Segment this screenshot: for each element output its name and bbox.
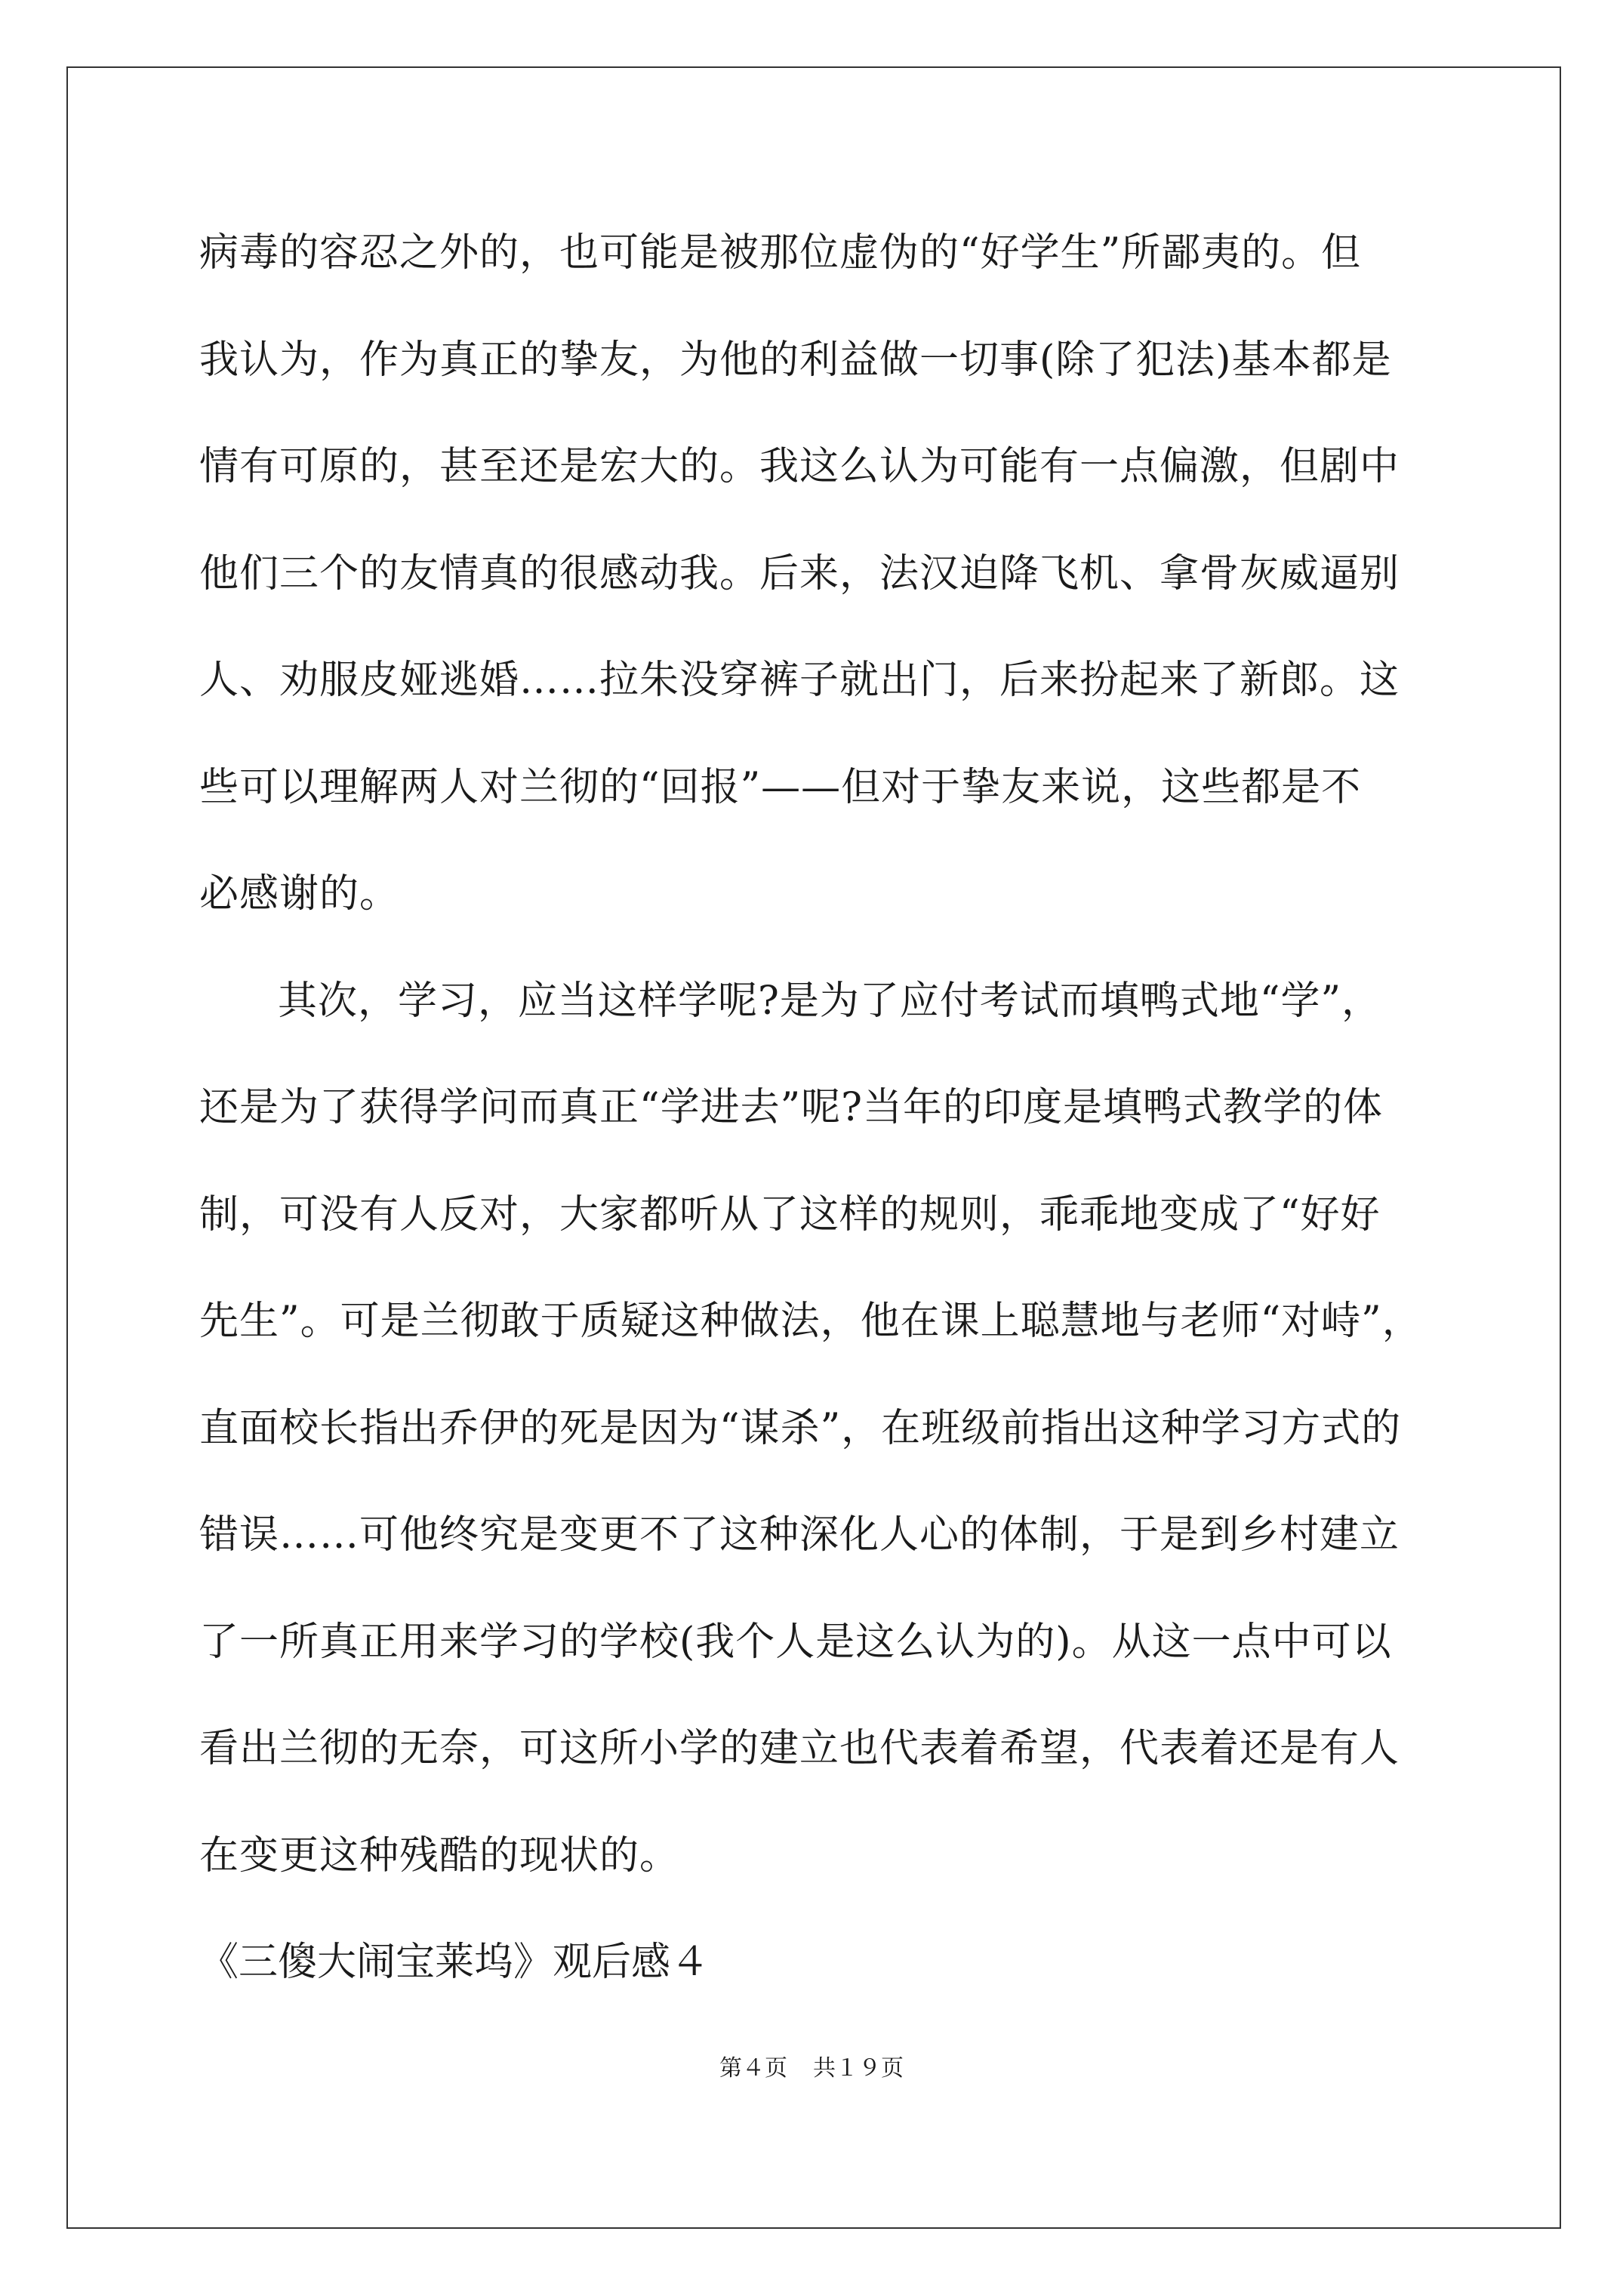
text-line: 人、劝服皮娅逃婚……拉朱没穿裤子就出门，后来扮起来了新郎。这 bbox=[199, 658, 1400, 703]
paragraph-2 bbox=[199, 948, 1437, 1910]
text-line: 我认为，作为真正的挚友，为他的利益做一切事(除了犯法)基本都是 bbox=[199, 337, 1392, 383]
section-heading: 《三傻大闹宝莱坞》观后感４ bbox=[199, 1940, 710, 1985]
text-line: 在变更这种残酷的现状的。 bbox=[199, 1832, 680, 1878]
page-total: 共１９页 bbox=[813, 2055, 904, 2082]
text-line: 还是为了获得学问而真正“学进去”呢?当年的印度是填鸭式教学的体 bbox=[199, 1085, 1384, 1130]
text-line: 其次，学习，应当这样学呢?是为了应付考试而填鸭式地“学”， bbox=[278, 978, 1382, 1024]
text-line: 制，可没有人反对，大家都听从了这样的规则，乖乖地变成了“好好 bbox=[199, 1191, 1381, 1237]
text-line: 错误……可他终究是变更不了这种深化人心的体制，于是到乡村建立 bbox=[199, 1512, 1400, 1558]
page-number: 第４页 bbox=[719, 2055, 787, 2082]
text-line: 些可以理解两人对兰彻的“回报”——但对于挚友来说，这些都是不 bbox=[199, 764, 1362, 810]
text-line: 他们三个的友情真的很感动我。后来，法汉迫降飞机、拿骨灰威逼别 bbox=[199, 550, 1400, 596]
text-line: 病毒的容忍之外的，也可能是被那位虚伪的“好学生”所鄙夷的。但 bbox=[199, 230, 1362, 276]
text-line: 必感谢的。 bbox=[199, 871, 400, 917]
text-line: 情有可原的，甚至还是宏大的。我这么认为可能有一点偏激，但剧中 bbox=[199, 444, 1400, 489]
text-line: 了一所真正用来学习的学校(我个人是这么认为的)。从这一点中可以 bbox=[199, 1619, 1392, 1665]
text-line: 直面校长指出乔伊的死是因为“谋杀”，在班级前指出这种学习方式的 bbox=[199, 1405, 1402, 1451]
text-line: 看出兰彻的无奈，可这所小学的建立也代表着希望，代表着还是有人 bbox=[199, 1726, 1400, 1771]
page-footer bbox=[0, 2054, 1623, 2084]
text-line: 先生”。可是兰彻敢于质疑这种做法，他在课上聪慧地与老师“对峙”， bbox=[199, 1299, 1422, 1344]
document-body bbox=[199, 200, 1437, 2017]
paragraph-1 bbox=[199, 200, 1437, 948]
